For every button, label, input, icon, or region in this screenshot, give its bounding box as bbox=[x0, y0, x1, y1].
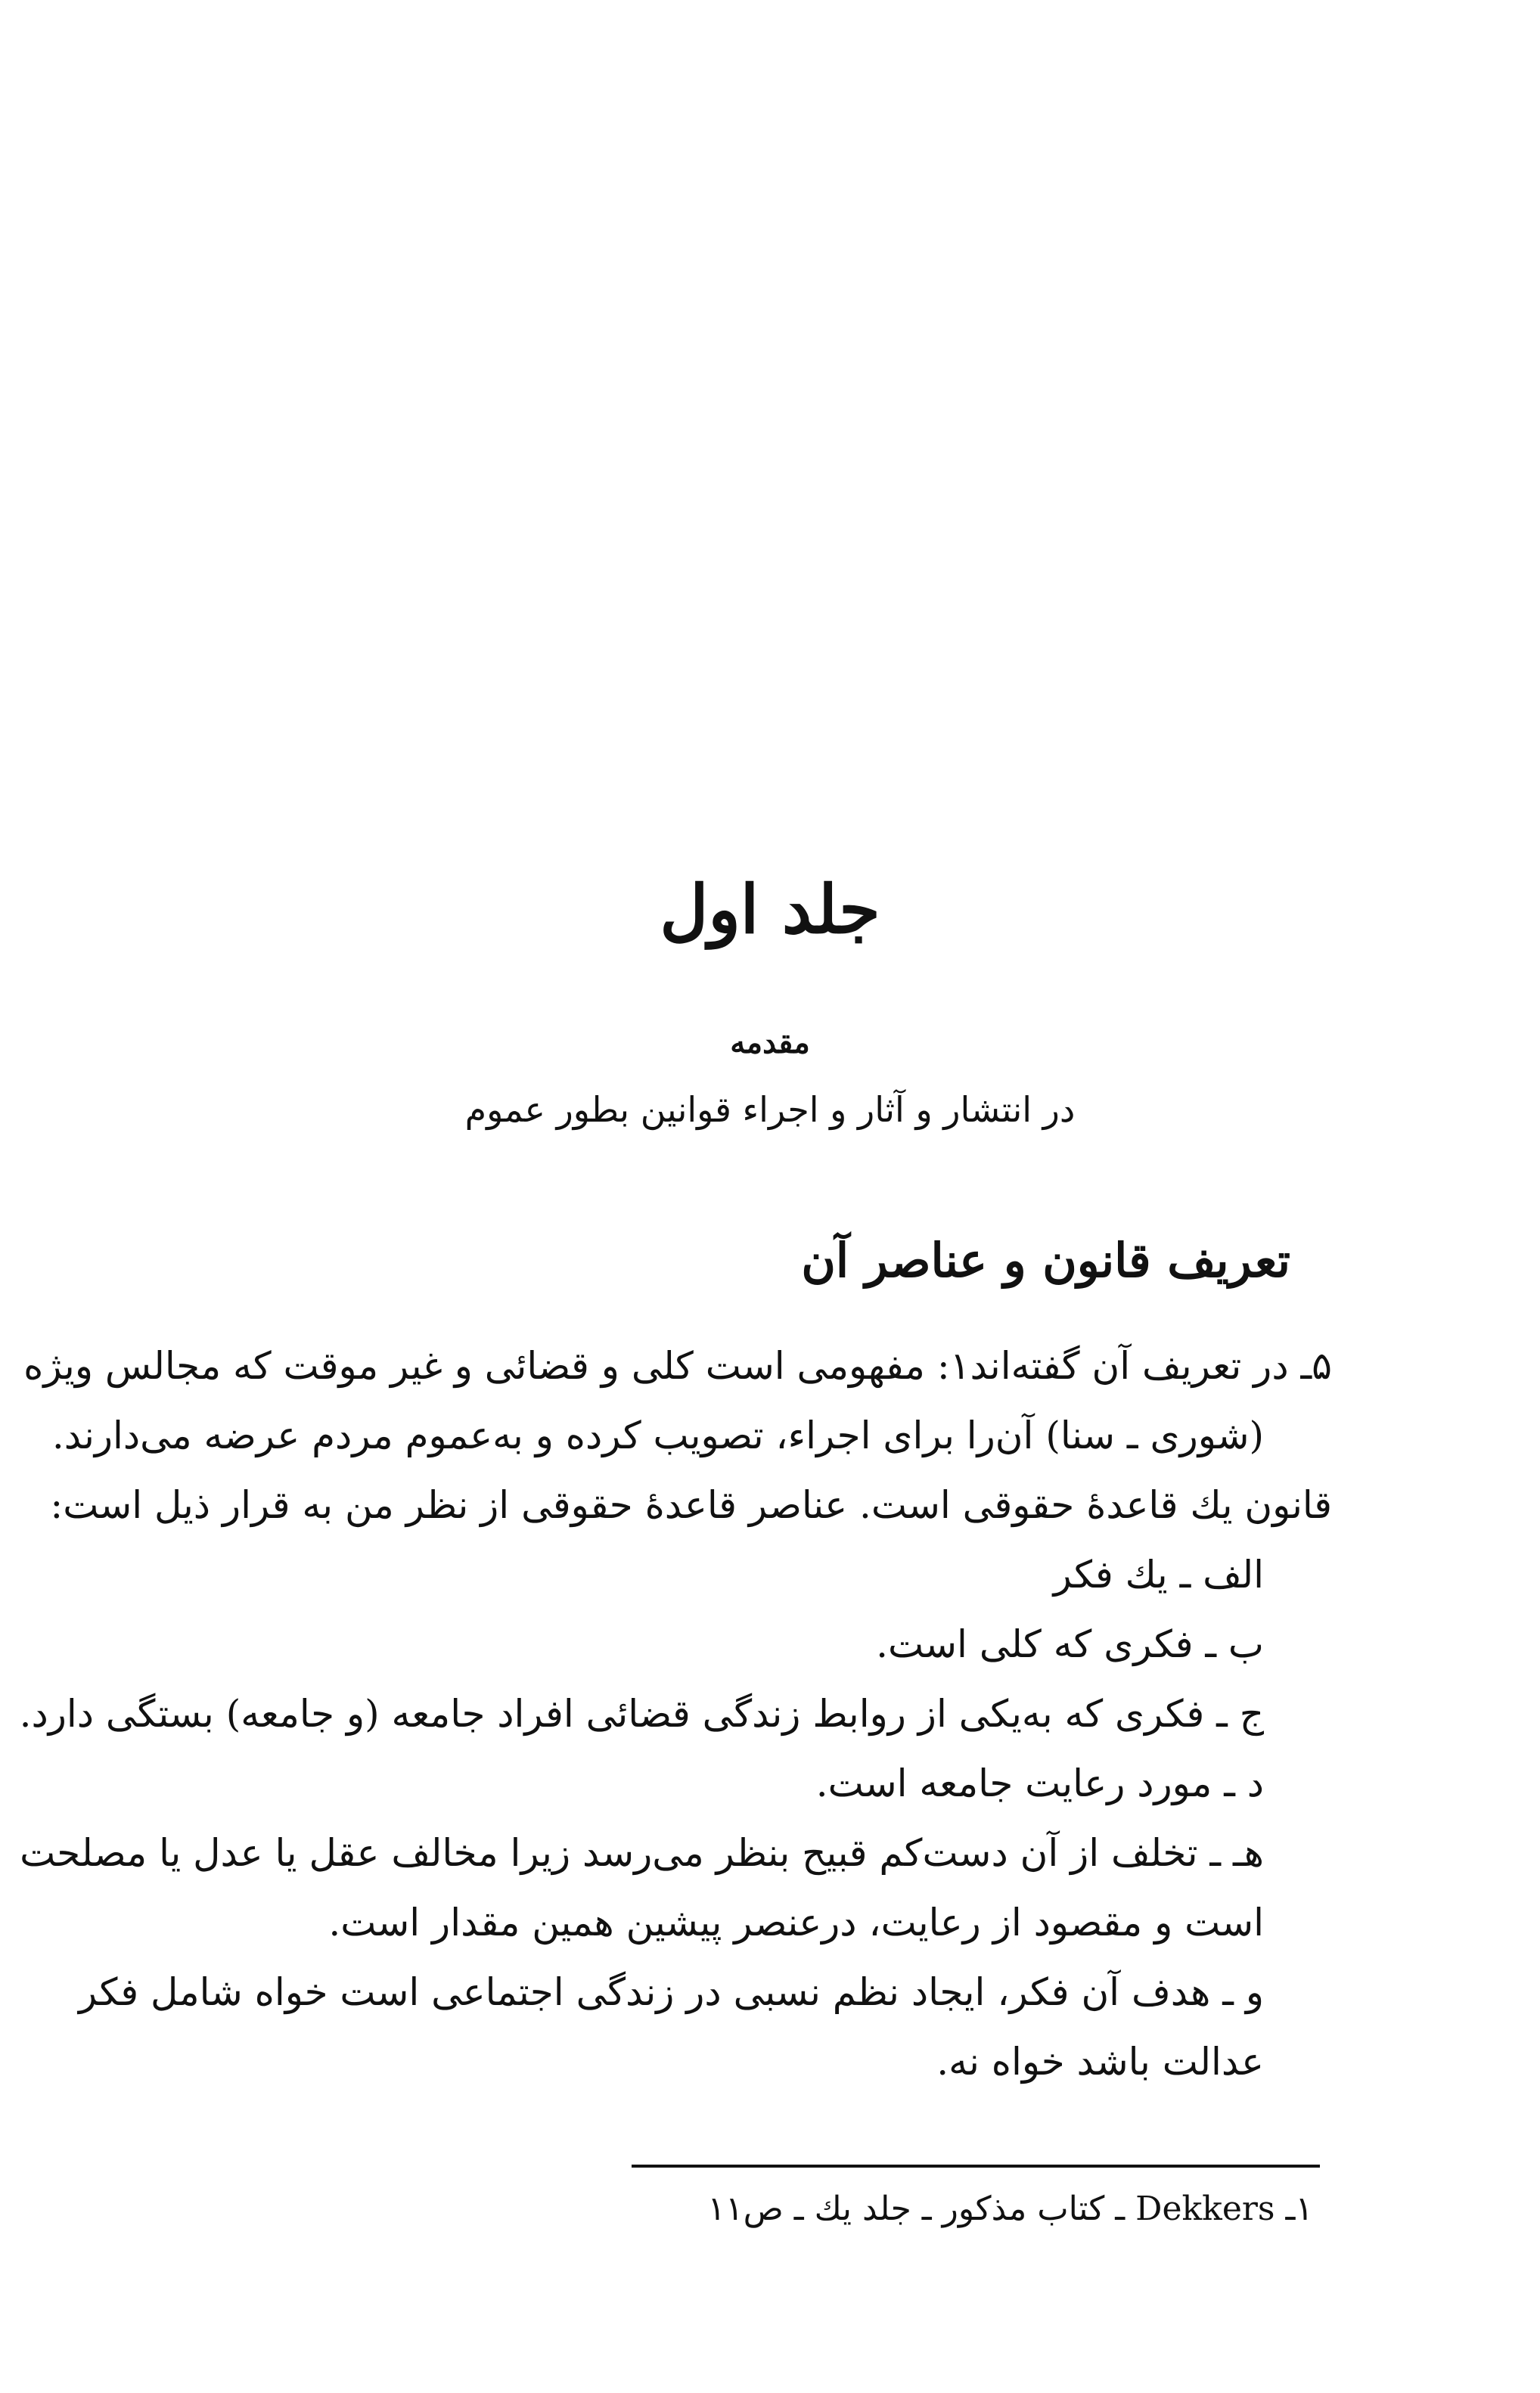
list-item: هـ ـ تخلف از آن دست‌کم قبیح بنظر می‌رسد زیرا مخالف عقل یا عدل یا مصلحت bbox=[20, 1831, 1264, 1875]
section-heading: تعریف قانون و عناصر آن bbox=[801, 1233, 1290, 1288]
intro-label: مقدمه bbox=[730, 1025, 810, 1060]
list-item: ج ـ فکری که به‌یکی از روابط زندگی قضائی افراد جامعه (و جامعه) بستگی دارد. bbox=[19, 1692, 1264, 1736]
body-line: قانون یك قاعدهٔ حقوقی است. عناصر قاعدهٔ حقوقی از نظر من به قرار ذیل است: bbox=[50, 1483, 1332, 1527]
body-line: (شوری ـ سنا) آن‌را برای اجراء، تصویب کرده و به‌عموم مردم عرضه می‌دارند. bbox=[51, 1414, 1264, 1457]
intro-subtitle: در انتشار و آثار و اجراء قوانین بطور عموم bbox=[464, 1089, 1076, 1130]
volume-title: جلد اول bbox=[660, 870, 880, 948]
list-item: ب ـ فکری که کلی است. bbox=[876, 1622, 1264, 1666]
list-item-continuation: است و مقصود از رعایت، درعنصر پیشین همین مقدار است. bbox=[328, 1901, 1264, 1945]
list-item: و ـ هدف آن فکر، ایجاد نظم نسبی در زندگی اجتماعی است خواه شامل فکر bbox=[79, 1970, 1264, 2014]
footnote: ۱ـ Dekkers ـ کتاب مذکور ـ جلد یك ـ ص۱۱ bbox=[707, 2190, 1313, 2228]
footnote-divider bbox=[632, 2165, 1320, 2168]
body-text bbox=[19, 1331, 1332, 2097]
list-item: الف ـ یك فکر bbox=[1053, 1553, 1264, 1597]
body-line: ۵ـ در تعریف آن گفته‌اند۱: مفهومی است کلی و قضائی و غیر موقت که مجالس ویژه bbox=[23, 1344, 1332, 1388]
list-item-continuation: عدالت باشد خواه نه. bbox=[936, 2040, 1264, 2084]
list-item: د ـ مورد رعایت جامعه است. bbox=[815, 1761, 1264, 1805]
